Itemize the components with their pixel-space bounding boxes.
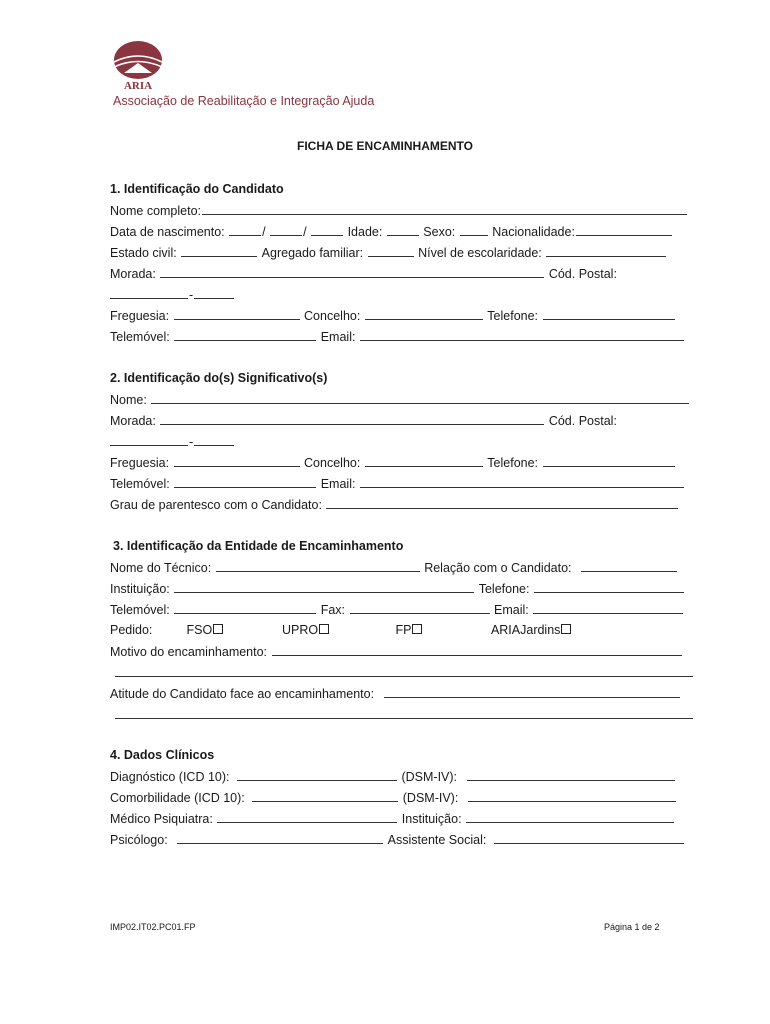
nome-tecnico-label: Nome do Técnico: bbox=[110, 561, 212, 575]
postal-separator: - bbox=[189, 435, 194, 449]
row-motivo-continued bbox=[110, 664, 693, 680]
telemovel-label: Telemóvel: bbox=[110, 477, 170, 491]
comorbilidade-label: Comorbilidade (ICD 10): bbox=[110, 791, 245, 805]
row-freguesia bbox=[110, 307, 693, 323]
telemovel-label: Telemóvel: bbox=[110, 330, 170, 344]
nome-label: Nome: bbox=[110, 393, 147, 407]
instituicao-label: Instituição: bbox=[401, 812, 462, 826]
row-nascimento bbox=[110, 223, 693, 239]
row-psicologo bbox=[110, 831, 693, 847]
dsm-label: (DSM-IV): bbox=[402, 791, 459, 805]
nome-tecnico-field[interactable] bbox=[216, 559, 420, 572]
email-label: Email: bbox=[494, 603, 529, 617]
date-separator: / bbox=[303, 225, 307, 239]
atitude-field-continued[interactable] bbox=[115, 706, 693, 719]
document-code: IMP02.IT02.PC01.FP bbox=[110, 922, 196, 932]
estado-civil-label: Estado civil: bbox=[110, 246, 177, 260]
concelho-field[interactable] bbox=[365, 454, 483, 467]
telemovel-field[interactable] bbox=[174, 475, 316, 488]
row-postal-code bbox=[110, 286, 693, 302]
motivo-label: Motivo do encaminhamento: bbox=[110, 645, 268, 659]
psicologo-field[interactable] bbox=[177, 831, 383, 844]
fp-label: FP bbox=[395, 623, 412, 637]
telefone-label: Telefone: bbox=[487, 309, 539, 323]
nome-completo-label: Nome completo: bbox=[110, 204, 202, 218]
form-title: FICHA DE ENCAMINHAMENTO bbox=[297, 139, 473, 153]
morada-label: Morada: bbox=[110, 414, 156, 428]
telefone-field[interactable] bbox=[543, 307, 675, 320]
page-number: Página 1 de 2 bbox=[604, 922, 660, 932]
fax-label: Fax: bbox=[320, 603, 346, 617]
row-medico bbox=[110, 810, 693, 826]
postal-code-prefix-field[interactable] bbox=[110, 286, 188, 299]
row-comorbilidade bbox=[110, 789, 693, 805]
row-freguesia-2 bbox=[110, 454, 693, 470]
telefone-field[interactable] bbox=[534, 580, 684, 593]
dsm-label: (DSM-IV): bbox=[401, 770, 458, 784]
cod-postal-label: Cód. Postal: bbox=[548, 414, 617, 428]
option-upro[interactable] bbox=[282, 622, 392, 638]
row-pedido bbox=[110, 622, 693, 638]
escolaridade-label: Nível de escolaridade: bbox=[418, 246, 542, 260]
email-field[interactable] bbox=[360, 475, 684, 488]
option-fso[interactable] bbox=[186, 622, 278, 638]
agregado-label: Agregado familiar: bbox=[261, 246, 364, 260]
postal-separator: - bbox=[189, 288, 194, 302]
escolaridade-field[interactable] bbox=[546, 244, 666, 257]
nome-field[interactable] bbox=[151, 391, 689, 404]
fso-checkbox[interactable] bbox=[213, 624, 223, 634]
telefone-label: Telefone: bbox=[478, 582, 530, 596]
email-label: Email: bbox=[320, 330, 356, 344]
atitude-label: Atitude do Candidato face ao encaminhamento: bbox=[110, 687, 375, 701]
section1-heading: 1. Identificação do Candidato bbox=[110, 182, 284, 196]
concelho-label: Concelho: bbox=[304, 309, 361, 323]
medico-label: Médico Psiquiatra: bbox=[110, 812, 213, 826]
morada-label: Morada: bbox=[110, 267, 156, 281]
nome-completo-field[interactable] bbox=[202, 202, 687, 215]
row-nome-tecnico bbox=[110, 559, 693, 575]
postal-code-suffix-field[interactable] bbox=[194, 433, 234, 446]
idade-field[interactable] bbox=[387, 223, 419, 236]
row-telemovel bbox=[110, 328, 693, 344]
row-nome-completo bbox=[110, 202, 693, 218]
row-estado-civil bbox=[110, 244, 693, 260]
row-grau-parentesco bbox=[110, 496, 693, 512]
relacao-field[interactable] bbox=[581, 559, 677, 572]
relacao-label: Relação com o Candidato: bbox=[424, 561, 572, 575]
telemovel-field[interactable] bbox=[174, 601, 316, 614]
upro-label: UPRO bbox=[281, 623, 319, 637]
telefone-field[interactable] bbox=[543, 454, 675, 467]
nacionalidade-label: Nacionalidade: bbox=[492, 225, 575, 239]
organization-name: Associação de Reabilitação e Integração Ajuda bbox=[113, 94, 375, 108]
postal-code-suffix-field[interactable] bbox=[194, 286, 234, 299]
option-fp[interactable] bbox=[395, 622, 487, 638]
medico-field[interactable] bbox=[217, 810, 397, 823]
row-motivo bbox=[110, 643, 693, 659]
atitude-field[interactable] bbox=[384, 685, 680, 698]
telemovel-field[interactable] bbox=[174, 328, 316, 341]
morada-field[interactable] bbox=[160, 265, 544, 278]
row-nome bbox=[110, 391, 693, 407]
row-telemovel-fax bbox=[110, 601, 693, 617]
row-diagnostico bbox=[110, 768, 693, 784]
sexo-label: Sexo: bbox=[423, 225, 456, 239]
aria-logo bbox=[108, 40, 168, 90]
fso-label: FSO bbox=[186, 623, 213, 637]
diagnostico-label: Diagnóstico (ICD 10): bbox=[110, 770, 230, 784]
logo-text: ARIA bbox=[123, 80, 153, 90]
email-field[interactable] bbox=[533, 601, 683, 614]
section4-heading: 4. Dados Clínicos bbox=[110, 748, 215, 762]
birth-month-field[interactable] bbox=[270, 223, 302, 236]
assistente-social-field[interactable] bbox=[494, 831, 684, 844]
psicologo-label: Psicólogo: bbox=[110, 833, 168, 847]
cod-postal-label: Cód. Postal: bbox=[548, 267, 617, 281]
aria-jardins-checkbox[interactable] bbox=[561, 624, 571, 634]
date-separator: / bbox=[262, 225, 266, 239]
upro-checkbox[interactable] bbox=[319, 624, 329, 634]
telefone-label: Telefone: bbox=[487, 456, 539, 470]
dsm-field[interactable] bbox=[467, 768, 675, 781]
data-nascimento-label: Data de nascimento: bbox=[110, 225, 225, 239]
grau-parentesco-label: Grau de parentesco com o Candidato: bbox=[110, 498, 322, 512]
idade-label: Idade: bbox=[347, 225, 383, 239]
row-morada-2 bbox=[110, 412, 693, 428]
concelho-label: Concelho: bbox=[304, 456, 361, 470]
telemovel-label: Telemóvel: bbox=[110, 603, 170, 617]
row-atitude bbox=[110, 685, 693, 701]
instituicao-label: Instituição: bbox=[110, 582, 170, 596]
motivo-field[interactable] bbox=[272, 643, 682, 656]
postal-code-prefix-field[interactable] bbox=[110, 433, 188, 446]
assistente-social-label: Assistente Social: bbox=[387, 833, 487, 847]
birth-day-field[interactable] bbox=[229, 223, 261, 236]
morada-field[interactable] bbox=[160, 412, 544, 425]
diagnostico-field[interactable] bbox=[237, 768, 397, 781]
sexo-field[interactable] bbox=[460, 223, 488, 236]
freguesia-field[interactable] bbox=[174, 454, 300, 467]
concelho-field[interactable] bbox=[365, 307, 483, 320]
pedido-label: Pedido: bbox=[110, 623, 153, 637]
fax-field[interactable] bbox=[350, 601, 490, 614]
row-morada bbox=[110, 265, 693, 281]
aria-jardins-label: ARIAJardins bbox=[490, 623, 561, 637]
freguesia-label: Freguesia: bbox=[110, 309, 170, 323]
email-label: Email: bbox=[320, 477, 356, 491]
section2-heading: 2. Identificação do(s) Significativo(s) bbox=[110, 371, 328, 385]
freguesia-field[interactable] bbox=[174, 307, 300, 320]
instituicao-field[interactable] bbox=[174, 580, 474, 593]
row-postal-code-2 bbox=[110, 433, 693, 449]
freguesia-label: Freguesia: bbox=[110, 456, 170, 470]
row-instituicao bbox=[110, 580, 693, 596]
row-telemovel-2 bbox=[110, 475, 693, 491]
agregado-field[interactable] bbox=[368, 244, 414, 257]
grau-parentesco-field[interactable] bbox=[326, 496, 678, 509]
estado-civil-field[interactable] bbox=[181, 244, 257, 257]
nacionalidade-field[interactable] bbox=[576, 223, 672, 236]
instituicao-field[interactable] bbox=[466, 810, 674, 823]
fp-checkbox[interactable] bbox=[412, 624, 422, 634]
email-field[interactable] bbox=[360, 328, 684, 341]
option-aria-jardins[interactable] bbox=[491, 622, 571, 638]
comorbilidade-field[interactable] bbox=[252, 789, 398, 802]
motivo-field-continued[interactable] bbox=[115, 664, 693, 677]
dsm-field[interactable] bbox=[468, 789, 676, 802]
birth-year-field[interactable] bbox=[311, 223, 343, 236]
section3-heading: 3. Identificação da Entidade de Encaminhamento bbox=[113, 539, 404, 553]
row-atitude-continued bbox=[110, 706, 693, 722]
